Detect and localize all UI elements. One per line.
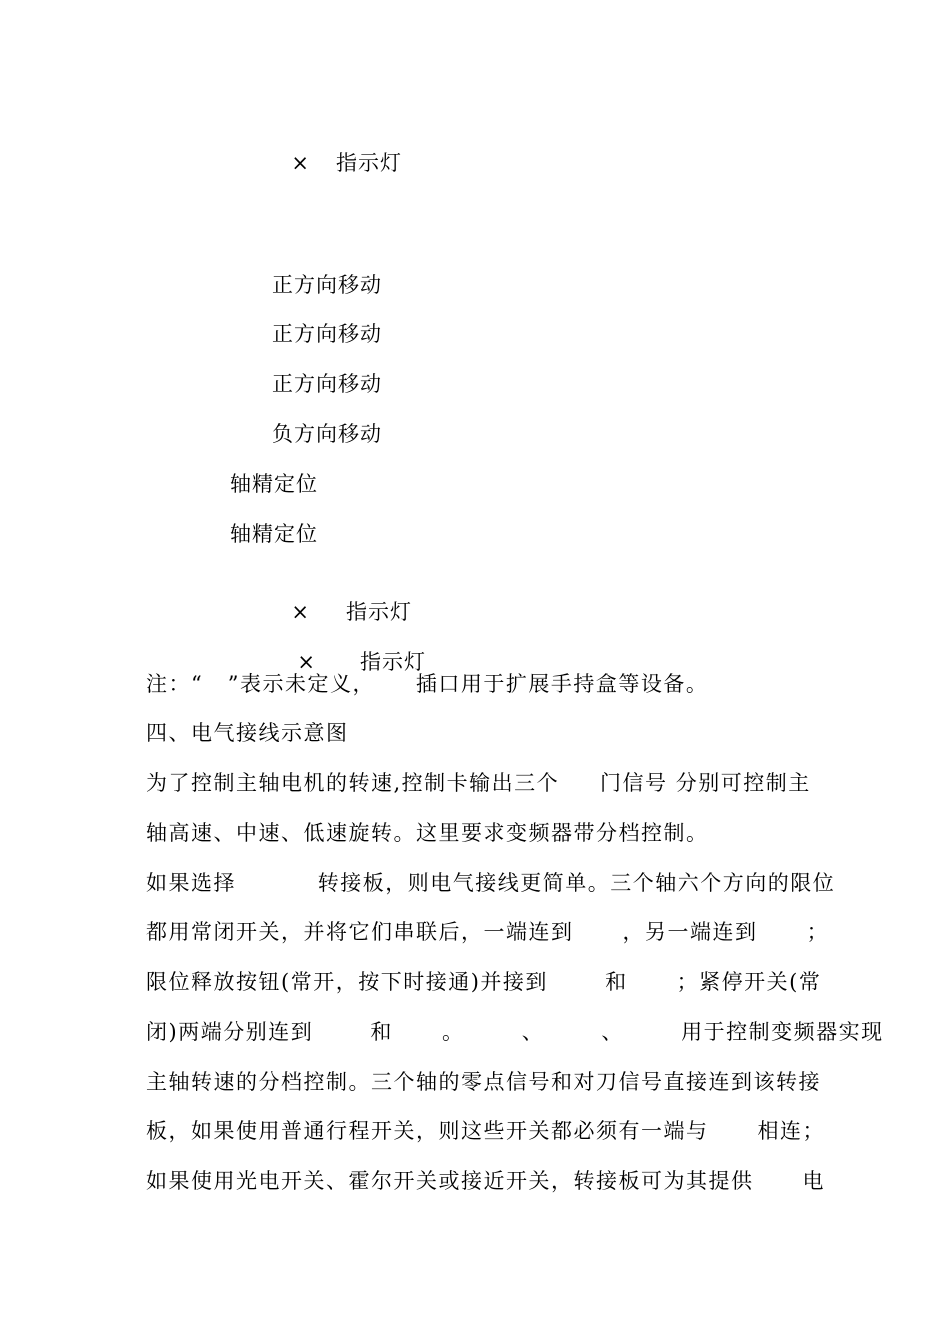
move-item-3: 正方向移动 [272,372,382,396]
paragraph-2-line-4: 闭)两端分别连到 和 。 、 、 用于控制变频器实现 [146,1020,884,1044]
indicator-item-2 [276,570,412,626]
indicator-item-3 [282,620,426,676]
paragraph-2-line-7: 如果使用光电开关、霍尔开关或接近开关，转接板可为其提供 电 [146,1169,826,1193]
indicator-label: 指示灯 [335,151,402,175]
indicator-label: 指示灯 [359,650,426,674]
move-item-2: 正方向移动 [272,322,382,346]
paragraph-1-line-2: 轴高速、中速、低速旋转。这里要求变频器带分档控制。 [146,821,709,845]
paragraph-2-line-6: 板，如果使用普通行程开关，则这些开关都必须有一端与 相连； [146,1119,826,1143]
section-heading: 四、电气接线示意图 [146,721,349,745]
paragraph-1-line-1: 为了控制主轴电机的转速,控制卡输出三个 门信号 分别可控制主 [146,771,811,795]
indicator-label: 指示灯 [345,600,412,624]
move-item-4: 负方向移动 [272,422,382,446]
cross-symbol: × [291,600,310,624]
align-item-2: 轴精定位 [230,522,318,546]
paragraph-2-line-1: 如果选择 转接板，则电气接线更简单。三个轴六个方向的限位 [146,871,836,895]
indicator-item-1 [276,121,402,177]
cross-symbol: × [297,650,316,674]
cross-symbol: × [291,151,310,175]
note-text: 注：“ ”表示未定义， 插口用于扩展手持盒等设备。 [146,672,709,696]
paragraph-2-line-3: 限位释放按钮(常开，按下时接通)并接到 和 ；紧停开关(常 [146,970,822,994]
paragraph-2-line-5: 主轴转速的分档控制。三个轴的零点信号和对刀信号直接连到该转接 [146,1070,821,1094]
move-item-1: 正方向移动 [272,273,382,297]
paragraph-2-line-2: 都用常闭开关，并将它们串联后，一端连到 ，另一端连到 ； [146,920,830,944]
align-item-1: 轴精定位 [230,472,318,496]
